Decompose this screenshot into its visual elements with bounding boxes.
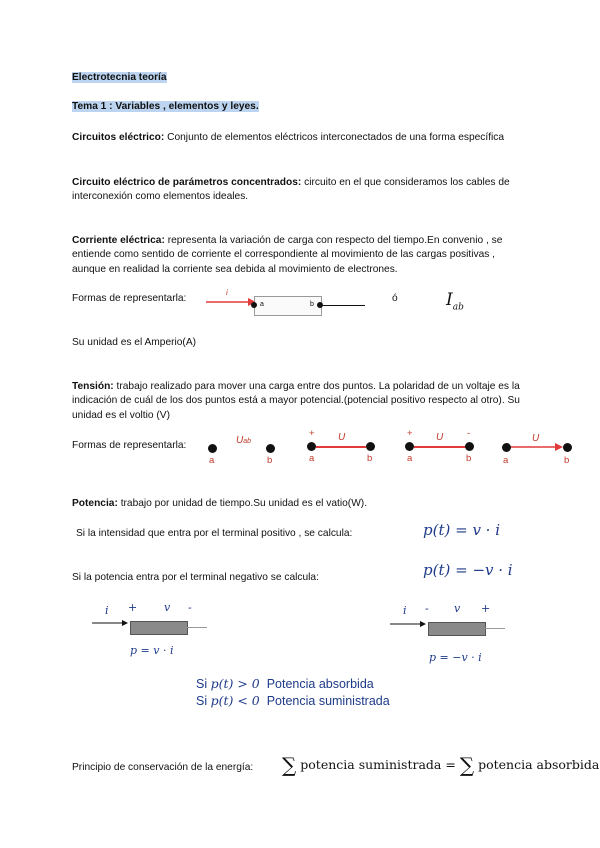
pr-arrow-icon bbox=[390, 619, 426, 629]
pl-minus: - bbox=[188, 601, 192, 614]
pr-minus: - bbox=[425, 602, 429, 615]
pr-v: v bbox=[454, 602, 461, 615]
t2-line bbox=[316, 446, 366, 448]
formula-negativo: p(t) = −v · i bbox=[423, 561, 513, 579]
t4-node-a bbox=[502, 443, 511, 452]
wire-right bbox=[323, 305, 365, 306]
t1-node-b bbox=[266, 444, 275, 453]
node-a-label: a bbox=[260, 301, 264, 308]
def-concentrados: Circuito eléctrico de parámetros concentrados: circuito en el que consideramos los cables de interconexión como elementos ideales. bbox=[72, 177, 510, 203]
pl-v: v bbox=[164, 601, 171, 614]
pr-element bbox=[428, 622, 486, 636]
t3-minus: - bbox=[467, 428, 471, 439]
t3-node-a bbox=[405, 442, 414, 451]
node-a-dot bbox=[251, 302, 257, 308]
t1-node-a bbox=[208, 444, 217, 453]
doc-subtitle: Tema 1 : Variables , elementos y leyes. bbox=[72, 101, 259, 112]
doc-title: Electrotecnia teoría bbox=[72, 72, 167, 83]
t3-a-label: a bbox=[407, 453, 413, 464]
uab-label: Uab bbox=[236, 435, 252, 446]
t2-node-b bbox=[366, 442, 375, 451]
t4-b-label: b bbox=[564, 455, 570, 466]
pl-arrow-icon bbox=[92, 618, 128, 628]
pl-element bbox=[130, 621, 188, 635]
t4-node-b bbox=[563, 443, 572, 452]
corriente-formas-label: Formas de representarla: bbox=[72, 293, 187, 304]
pl-formula: p = v · i bbox=[130, 644, 174, 657]
def-circuito: Circuitos eléctrico: Conjunto de elementos eléctricos interconectados de una forma específica bbox=[72, 132, 505, 143]
t3-line bbox=[414, 446, 466, 448]
t2-b-label: b bbox=[367, 453, 373, 464]
conservacion-equation: ∑ potencia suministrada = ∑ potencia absorbida bbox=[282, 753, 600, 777]
corriente-unidad: Su unidad es el Amperio(A) bbox=[72, 337, 197, 348]
t3-node-b bbox=[465, 442, 474, 451]
pr-i-label: i bbox=[403, 604, 407, 617]
t3-u-label: U bbox=[436, 432, 444, 443]
pr-wire bbox=[485, 628, 505, 629]
def-corriente: Corriente eléctrica: representa la variación de carga con respecto del tiempo.En convenio , se entiende como sentido de corriente el correspondiente al movimiento de las cargas positivas , aunque en realidad la corriente sea debida al movimiento de electrones. bbox=[72, 235, 503, 275]
t2-node-a bbox=[307, 442, 316, 451]
pr-plus: + bbox=[481, 602, 491, 615]
t3-b-label: b bbox=[466, 453, 472, 464]
def-tension: Tensión: trabajo realizado para mover una carga entre dos puntos. La polaridad de un voltaje es la indicación de cuál de los dos puntos está a mayor potencial.(potencial positivo respecto al otro). Su unidad es el voltio (V) bbox=[72, 381, 520, 421]
t3-plus: + bbox=[407, 428, 413, 439]
def-potencia: Potencia: trabajo por unidad de tiempo.Su unidad es el vatio(W). bbox=[72, 498, 368, 509]
t1-a-label: a bbox=[209, 455, 215, 466]
formula-positivo: p(t) = v · i bbox=[423, 521, 501, 539]
pl-plus: + bbox=[128, 601, 138, 614]
t2-a-label: a bbox=[309, 453, 315, 464]
potencia-positivo-text: Si la intensidad que entra por el terminal positivo , se calcula: bbox=[76, 528, 353, 539]
pr-formula: p = −v · i bbox=[429, 651, 482, 664]
condition-suministrada: Si p(t) < 0 Potencia suministrada bbox=[196, 693, 390, 708]
t2-u-label: U bbox=[338, 432, 346, 443]
iab-symbol: $I_{ab}$ bbox=[446, 290, 464, 313]
potencia-negativo-text: Si la potencia entra por el terminal negativo se calcula: bbox=[72, 572, 319, 583]
pl-wire bbox=[187, 627, 207, 628]
current-arrow-label: i bbox=[226, 288, 228, 297]
t1-b-label: b bbox=[267, 455, 273, 466]
tension-formas-label: Formas de representarla: bbox=[72, 440, 187, 451]
t4-u-label: U bbox=[532, 433, 540, 444]
t4-a-label: a bbox=[503, 455, 509, 466]
condition-absorbida: Si p(t) > 0 Potencia absorbida bbox=[196, 676, 374, 691]
t2-plus: + bbox=[309, 428, 315, 439]
node-b-label: b bbox=[310, 301, 314, 308]
pl-i-label: i bbox=[105, 604, 109, 617]
o-label: ó bbox=[392, 293, 398, 304]
conservacion-label: Principio de conservación de la energía: bbox=[72, 762, 254, 773]
